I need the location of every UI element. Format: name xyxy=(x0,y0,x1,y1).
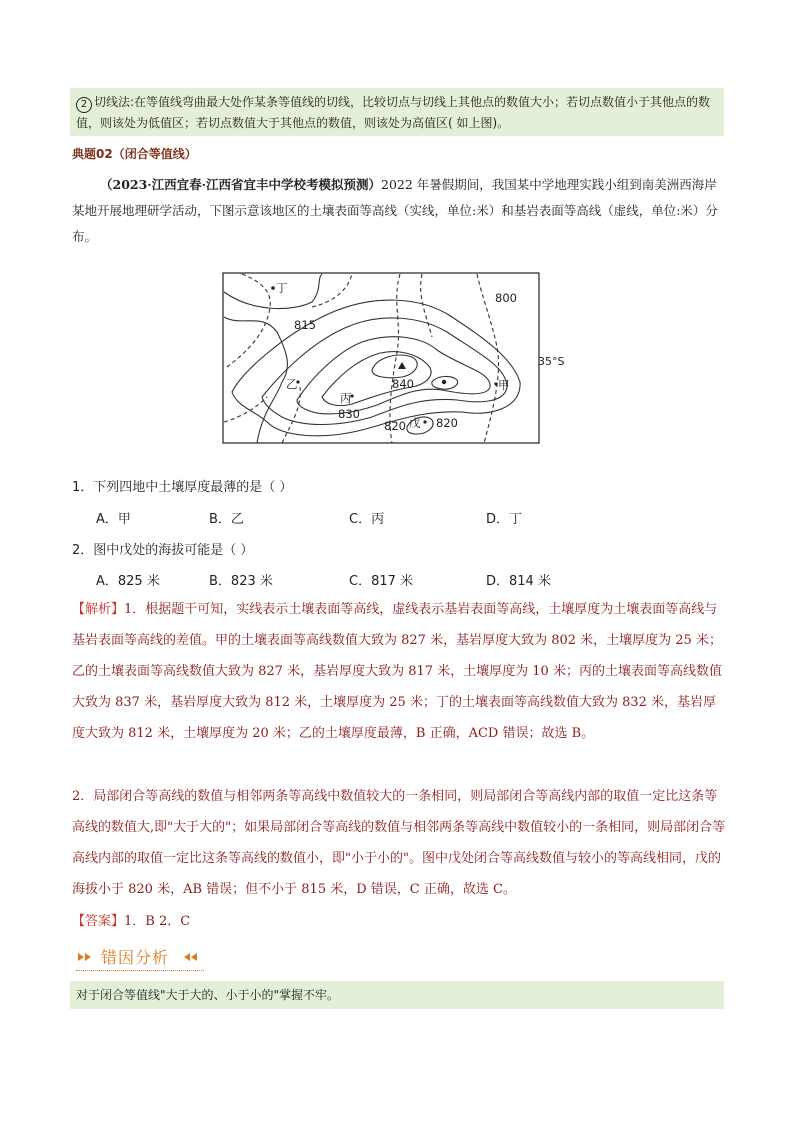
arrow-right-icon xyxy=(78,953,84,961)
small-hill-point xyxy=(442,380,446,384)
error-analysis-box: 对于闭合等值线"大于大的、小于小的"掌握不牢。 xyxy=(70,981,724,1009)
tip-marker: 2 xyxy=(76,97,92,113)
question-source: （2023·江西宜春·江西省宜丰中学校考模拟预测） xyxy=(100,177,381,192)
label-jia: 甲 xyxy=(498,378,510,392)
heading-underline xyxy=(76,970,204,971)
analysis-label: 【解析】 xyxy=(72,602,125,617)
question-1-stem: 1．下列四地中土壤厚度最薄的是（ ） xyxy=(72,480,293,495)
section-title: 典题02（闭合等值线） xyxy=(72,147,197,161)
contour-map xyxy=(222,272,540,444)
question-1-option-c[interactable]: C．丙 xyxy=(349,512,385,527)
arrow-left-icon xyxy=(184,953,190,961)
intro-text: 2022 年暑假期间，我国某中学地理实践小组到南美洲西海岸某地开展地理研学活动，下图示意该地区的土壤表面等高线（实线，单位:米）和基岩表面等高线（虚线，单位:米）分布。 xyxy=(72,177,718,244)
label-840: 840 xyxy=(392,377,414,391)
label-bing: 丙 xyxy=(340,391,352,405)
answer-text: 1．B 2．C xyxy=(124,914,191,929)
error-analysis-title: 错因分析 xyxy=(101,948,170,967)
arrow-left-icon xyxy=(191,953,197,961)
label-820-b: 820 xyxy=(436,416,458,430)
label-wu: 戊 xyxy=(409,416,421,430)
analysis-paragraph-1 xyxy=(72,594,726,749)
question-intro xyxy=(72,172,726,250)
label-820-a: 820 xyxy=(384,419,406,433)
label-800: 800 xyxy=(495,291,517,305)
answer-line xyxy=(72,910,190,929)
question-2-option-b[interactable]: B．823 米 xyxy=(209,574,273,589)
arrow-right-icon xyxy=(85,953,91,961)
latitude-label: 35°S xyxy=(538,355,565,368)
question-1-option-a[interactable]: A．甲 xyxy=(96,512,131,527)
question-2-option-d[interactable]: D．814 米 xyxy=(486,574,551,589)
label-yi: 乙 xyxy=(286,377,298,391)
question-2-stem: 2．图中戊处的海拔可能是（ ） xyxy=(72,543,254,558)
question-2-option-a[interactable]: A．825 米 xyxy=(96,574,160,589)
label-830: 830 xyxy=(338,407,360,421)
label-815: 815 xyxy=(294,318,316,332)
question-1-option-d[interactable]: D．丁 xyxy=(486,512,523,527)
label-ding: 丁 xyxy=(276,281,288,295)
answer-label: 【答案】 xyxy=(72,914,125,929)
map-frame xyxy=(223,273,539,443)
point-wu xyxy=(423,420,426,423)
tip-text: 切线法:在等值线弯曲最大处作某条等值线的切线，比较切点与切线上其他点的数值大小；若切点数值小于其他点的数值，则该处为低值区；若切点数值大于其他点的数值，则该处为高值区( 如上图)。 xyxy=(76,95,711,130)
question-1-option-b[interactable]: B．乙 xyxy=(209,512,244,527)
analysis-text-1: 1．根据题干可知，实线表示土壤表面等高线，虚线表示基岩表面等高线，土壤厚度为土壤表面等高线与基岩表面等高线的差值。甲的土壤表面等高线数值大致为 827 米，基岩厚度大致为 802 米，土壤厚度为 25 米；乙的土壤表面等高线数值大致为 827 米，基岩厚度大致为 817 米，土壤厚度为 10 米；丙的土壤表面等高线数值大致为 837 米，基岩厚度大致为 812 米，土壤厚度为 25 米；丁的土壤表面等高线数值大致为 832 米，基岩厚度大致为 812 米，土壤厚度为 20 米；乙的土壤厚度最薄，B 正确，ACD 错误；故选 B。 xyxy=(72,602,722,741)
question-2-option-c[interactable]: C．817 米 xyxy=(349,574,414,589)
analysis-paragraph-2: 2．局部闭合等高线的数值与相邻两条等高线中数值较大的一条相同，则局部闭合等高线内部的取值一定比这条等高线的数值大,即"大于大的"；如果局部闭合等高线的数值与相邻两条等高线中数值较小的一条相同，则局部闭合等高线内部的取值一定比这条等高线的数值小，即"小于小的"。图中戊处闭合等高线数值与较小的等高线相同，戊的海拔小于 820 米，AB 错误；但不小于 815 米，D 错误，C 正确，故选 C。 xyxy=(72,789,726,897)
tip-box xyxy=(70,88,724,136)
point-ding xyxy=(271,286,275,290)
error-analysis-heading xyxy=(76,944,204,972)
